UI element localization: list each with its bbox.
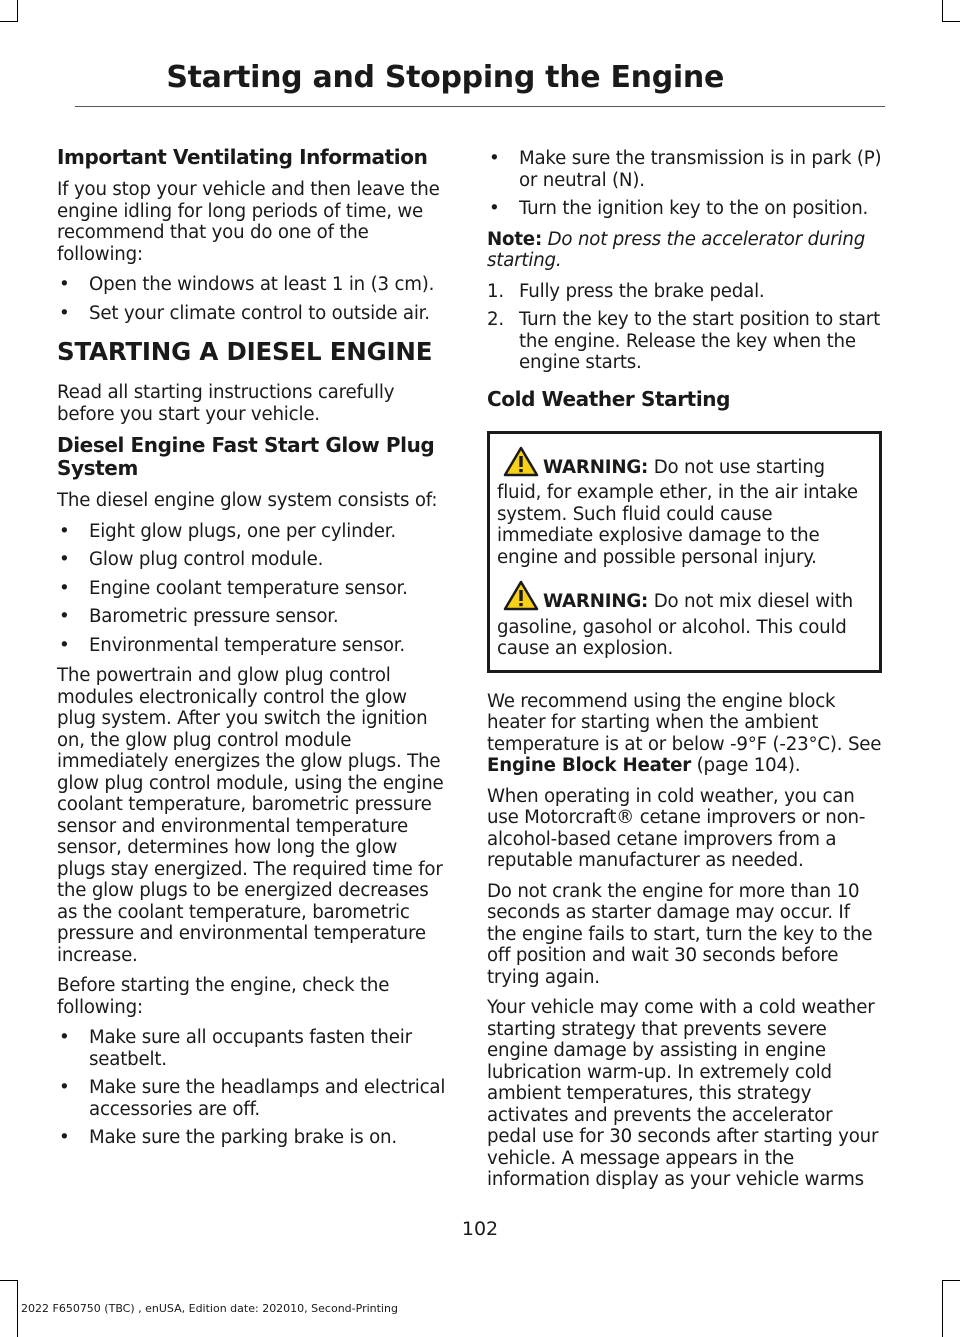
note: [487, 229, 882, 272]
bullet-mark: •: [59, 577, 70, 599]
left-column: [57, 140, 449, 1158]
page-number: 102: [461, 1218, 499, 1240]
list-item-text: Eight glow plugs, one per cylinder.: [89, 520, 396, 542]
step-number: 1.: [487, 280, 504, 302]
paragraph-check: Before starting the engine, check the following:: [57, 975, 390, 1018]
step-text: Turn the key to the start position to start the engine. Release the key when the engine starts.: [519, 309, 881, 373]
list-item-text: Make sure the parking brake is on.: [89, 1127, 397, 1148]
list-item-text: Make sure the transmission is in park (P) or neutral (N).: [519, 148, 882, 191]
heading-starting-diesel: STARTING A DIESEL ENGINE: [57, 337, 433, 366]
crop-mark: [942, 0, 943, 22]
list-item-text: Engine coolant temperature sensor.: [89, 577, 408, 599]
block-heater-page: (page 104).: [691, 755, 801, 776]
step-item: [487, 281, 882, 303]
bullet-mark: •: [59, 520, 70, 542]
heading-glow-plug: Diesel Engine Fast Start Glow Plug System: [57, 433, 435, 480]
heading-cold-weather: Cold Weather Starting: [487, 386, 731, 411]
warning-text: Do not mix diesel with gasoline, gasohol or alcohol. This could cause an explosion.: [497, 591, 854, 659]
check-list: [57, 1027, 449, 1149]
list-item-text: Open the windows at least 1 in (3 cm).: [89, 274, 435, 295]
paragraph-cetane: When operating in cold weather, you can use Motorcraft® cetane improvers or non-alcohol-based cetane improvers from a reputable manufacturer as needed.: [487, 785, 866, 871]
step-item: [487, 309, 882, 374]
footer-edition: 2022 F650750 (TBC) , enUSA, Edition date: 202010, Second-Printing: [21, 1302, 398, 1315]
list-item: [57, 1077, 449, 1120]
crop-mark: [0, 21, 18, 22]
start-steps-list: [487, 281, 882, 374]
bullet-mark: •: [59, 549, 70, 570]
header-divider: [75, 106, 885, 107]
list-item-text: Environmental temperature sensor.: [89, 634, 405, 656]
warning-item: [497, 580, 873, 660]
warning-triangle-icon: [503, 446, 539, 483]
crop-mark: [17, 1280, 18, 1337]
note-label: Note:: [487, 228, 543, 250]
note-text: Do not press the accelerator during starting.: [487, 228, 866, 271]
bullet-mark: •: [59, 274, 70, 295]
bullet-mark: •: [59, 606, 70, 627]
bullet-mark: •: [59, 1077, 70, 1098]
list-item: [57, 303, 449, 325]
warning-triangle-icon: [503, 580, 539, 617]
page-header-title: Starting and Stopping the Engine: [166, 60, 724, 95]
list-item: [57, 635, 449, 657]
warning-item: [497, 446, 873, 569]
bullet-mark: •: [59, 1127, 70, 1148]
block-heater-text: We recommend using the engine block heater for starting when the ambient temperature is at or below -9°F (-23°C). See: [487, 690, 882, 755]
paragraph-powertrain: The powertrain and glow plug control modules electronically control the glow plug system. After you switch the ignition on, the glow plug control module immediately energizes the glow plugs. The glow plug control module, using the engine coolant temperature, barometric pressure sensor and environmental temperature sensor, determines how long the glow plugs stay energized. The required time for the glow plugs to be energized decreases as the coolant temperature, barometric pressure and environmental temperature increase.: [57, 665, 444, 966]
warning-label: WARNING:: [543, 456, 649, 478]
list-item: [487, 148, 882, 191]
paragraph-ventilating: If you stop your vehicle and then leave the engine idling for long periods of time, we recommend that you do one of the following:: [57, 179, 440, 265]
list-item: [57, 606, 449, 628]
check-list-continued: [487, 148, 882, 220]
paragraph-block-heater: [487, 691, 882, 777]
paragraph-glow-intro: The diesel engine glow system consists of:: [57, 490, 438, 511]
list-item: [57, 521, 449, 543]
bullet-mark: •: [489, 198, 500, 219]
glow-components-list: [57, 521, 449, 657]
crop-mark: [17, 0, 18, 22]
bullet-mark: •: [59, 634, 70, 656]
list-item-text: Make sure the headlamps and electrical accessories are off.: [89, 1077, 446, 1120]
bullet-mark: •: [59, 302, 70, 324]
warning-label: WARNING:: [543, 591, 649, 612]
list-item-text: Glow plug control module.: [89, 549, 324, 570]
step-number: 2.: [487, 309, 504, 330]
list-item: [57, 1127, 449, 1149]
paragraph-crank: Do not crank the engine for more than 10 seconds as starter damage may occur. If the engine fails to start, turn the key to the off position and wait 30 seconds before trying again.: [487, 880, 873, 988]
heading-ventilating: Important Ventilating Information: [57, 145, 428, 169]
list-item: [57, 578, 449, 600]
paragraph-diesel: Read all starting instructions carefully before you start your vehicle.: [57, 382, 395, 425]
crop-mark: [942, 21, 960, 22]
warning-text: Do not use starting fluid, for example ether, in the air intake system. Such fluid could cause immediate explosive damage to the engine and possible personal injury.: [497, 456, 858, 568]
crop-mark: [0, 1280, 18, 1281]
list-item-text: Set your climate control to outside air.: [89, 302, 430, 324]
list-item: [57, 549, 449, 571]
block-heater-reference[interactable]: Engine Block Heater: [487, 755, 692, 776]
warning-box: [487, 431, 882, 673]
list-item-text: Turn the ignition key to the on position.: [519, 198, 869, 219]
crop-mark: [942, 1280, 960, 1281]
bullet-mark: •: [59, 1027, 70, 1048]
list-item: [57, 274, 449, 296]
list-item-text: Make sure all occupants fasten their seatbelt.: [89, 1027, 412, 1070]
ventilating-list: [57, 274, 449, 324]
list-item: [487, 198, 882, 220]
crop-mark: [942, 1280, 943, 1337]
paragraph-strategy: Your vehicle may come with a cold weather starting strategy that prevents severe engine damage by assisting in engine lubrication warm-up. In extremely cold ambient temperatures, this strategy activates and prevents the accelerator pedal use for 30 seconds after starting your vehicle. A message appears in the information display as your vehicle warms: [487, 997, 879, 1190]
list-item-text: Barometric pressure sensor.: [89, 606, 339, 627]
list-item: [57, 1027, 449, 1070]
step-text: Fully press the brake pedal.: [519, 280, 765, 302]
right-column: [487, 148, 882, 1200]
bullet-mark: •: [489, 148, 500, 169]
